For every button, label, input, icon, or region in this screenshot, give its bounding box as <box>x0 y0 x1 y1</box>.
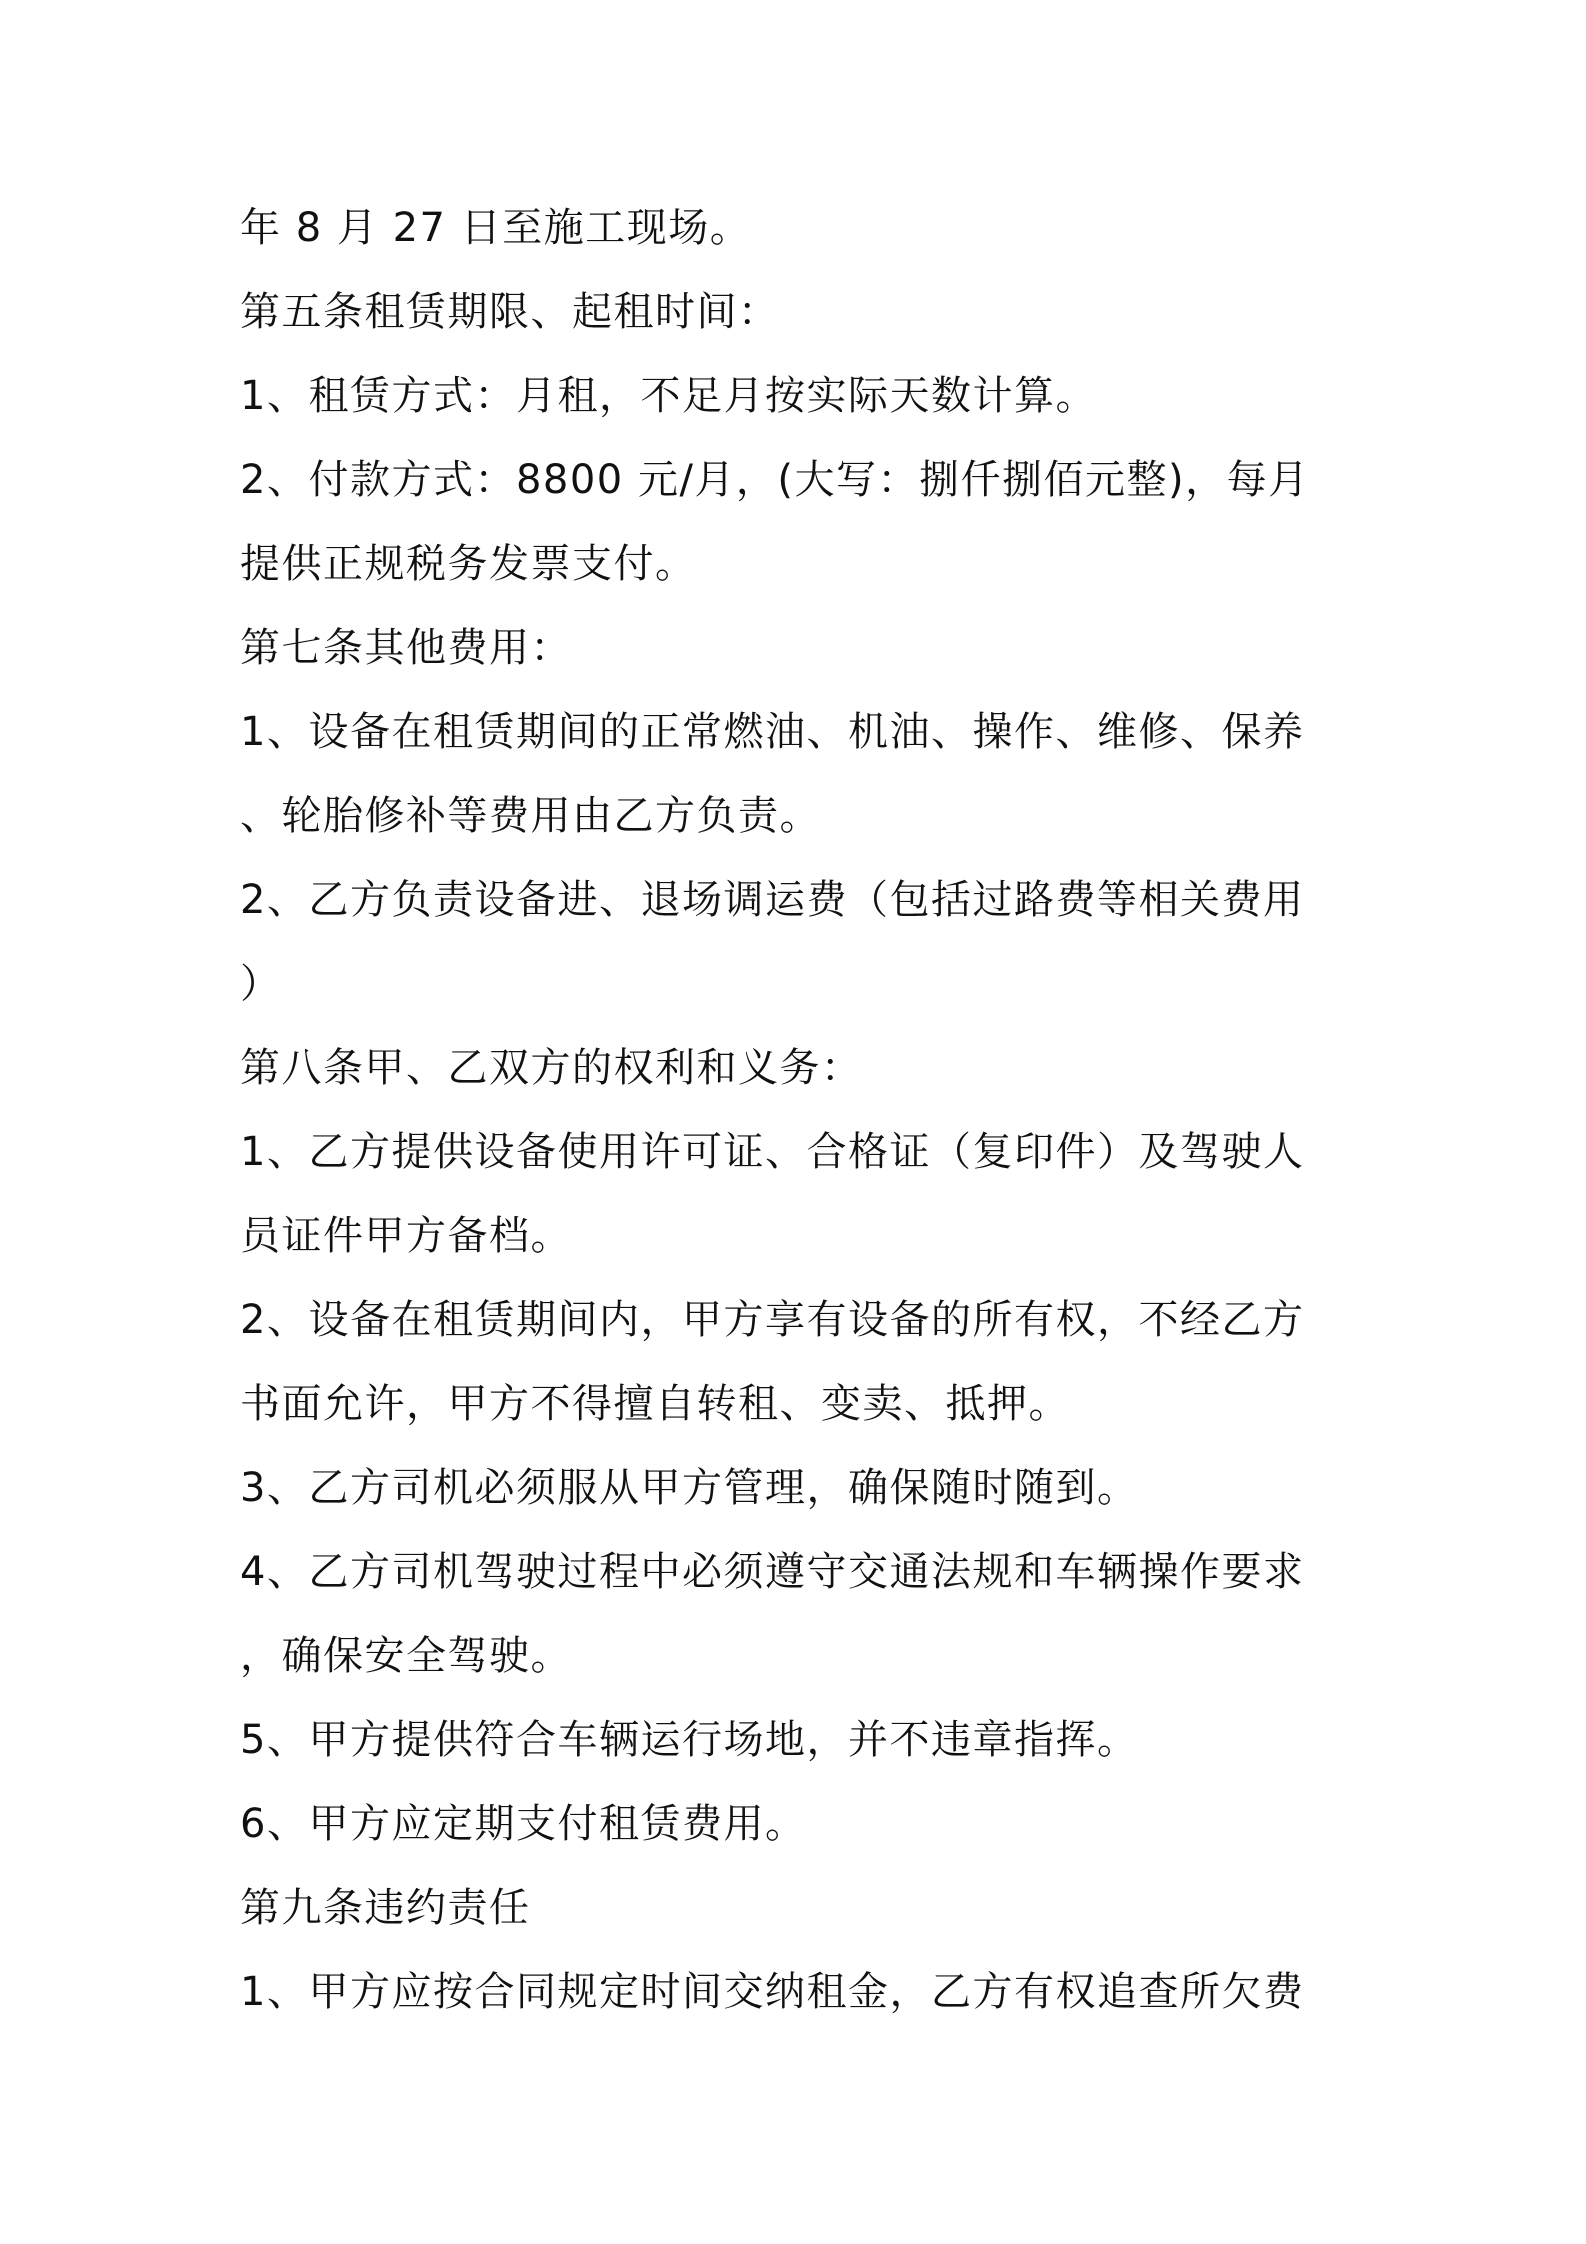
text-line: 1、甲方应按合同规定时间交纳租金，乙方有权追查所欠费 <box>240 1969 1305 2015</box>
text-line: 、轮胎修补等费用由乙方负责。 <box>240 793 821 839</box>
text-line: 书面允许，甲方不得擅自转租、变卖、抵押。 <box>240 1381 1070 1427</box>
section-heading: 第五条租赁期限、起租时间： <box>240 289 780 335</box>
text-line: 年 8 月 27 日至施工现场。 <box>240 205 752 251</box>
document-body <box>240 198 1360 2046</box>
text-line: 员证件甲方备档。 <box>240 1213 572 1259</box>
section-heading: 第八条甲、乙双方的权利和义务： <box>240 1045 863 1091</box>
text-line: ） <box>240 961 282 1007</box>
section-heading: 第七条其他费用： <box>240 625 572 671</box>
text-line: ，确保安全驾驶。 <box>240 1633 572 1679</box>
text-line: 提供正规税务发票支付。 <box>240 541 697 587</box>
text-line: 1、设备在租赁期间的正常燃油、机油、操作、维修、保养 <box>240 709 1305 755</box>
text-line: 2、付款方式：8800 元/月，(大写：捌仟捌佰元整)，每月 <box>240 457 1310 503</box>
section-heading: 第九条违约责任 <box>240 1885 531 1931</box>
text-line: 2、设备在租赁期间内，甲方享有设备的所有权，不经乙方 <box>240 1297 1305 1343</box>
text-line: 5、甲方提供符合车辆运行场地，并不违章指挥。 <box>240 1717 1139 1763</box>
text-line: 1、乙方提供设备使用许可证、合格证（复印件）及驾驶人 <box>240 1129 1305 1175</box>
text-line: 2、乙方负责设备进、退场调运费（包括过路费等相关费用 <box>240 877 1305 923</box>
text-line: 3、乙方司机必须服从甲方管理，确保随时随到。 <box>240 1465 1139 1511</box>
text-line: 6、甲方应定期支付租赁费用。 <box>240 1801 807 1847</box>
text-line: 1、租赁方式：月租，不足月按实际天数计算。 <box>240 373 1097 419</box>
text-line: 4、乙方司机驾驶过程中必须遵守交通法规和车辆操作要求 <box>240 1549 1305 1595</box>
